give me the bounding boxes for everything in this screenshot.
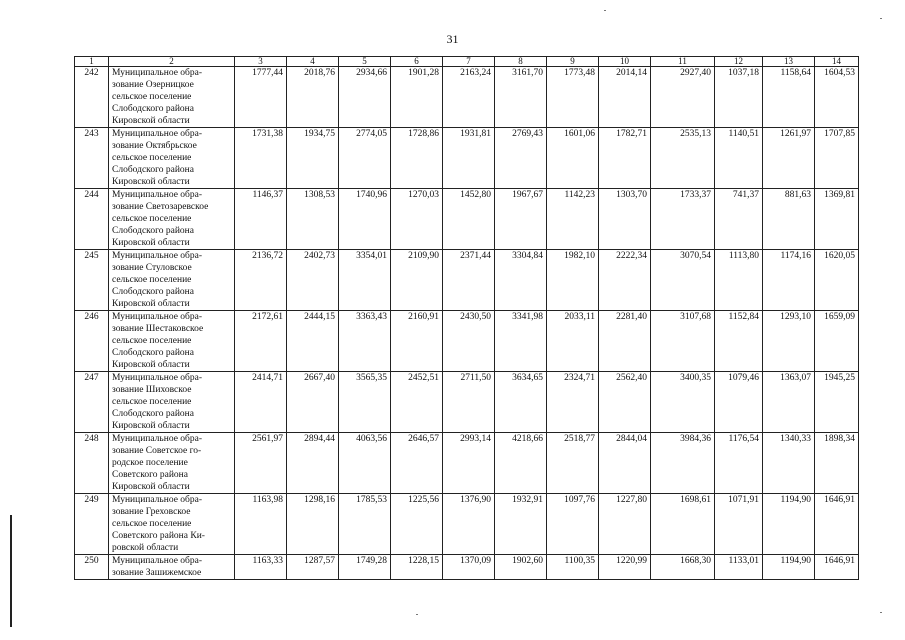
value-cell: 1176,54: [715, 433, 763, 494]
table-body: [75, 67, 859, 580]
row-number: 242: [75, 67, 109, 128]
value-cell: 2844,04: [599, 433, 651, 494]
value-cell: 2518,77: [547, 433, 599, 494]
value-cell: 2163,24: [443, 67, 495, 128]
row-number: 243: [75, 128, 109, 189]
value-cell: 1898,34: [815, 433, 859, 494]
value-cell: 1707,85: [815, 128, 859, 189]
value-cell: 1308,53: [287, 189, 339, 250]
value-cell: 1340,33: [763, 433, 815, 494]
municipality-name: Муниципальное обра- зование Советское го- родское поселение Советского района Кировской области: [109, 433, 235, 494]
value-cell: 881,63: [763, 189, 815, 250]
value-cell: 2371,44: [443, 250, 495, 311]
value-cell: 1931,81: [443, 128, 495, 189]
value-cell: 1369,81: [815, 189, 859, 250]
column-header: 10: [599, 57, 651, 67]
table-row: [75, 555, 859, 580]
value-cell: 2452,51: [391, 372, 443, 433]
row-number: 250: [75, 555, 109, 580]
value-cell: 3634,65: [495, 372, 547, 433]
value-cell: 1902,60: [495, 555, 547, 580]
value-cell: 1659,09: [815, 311, 859, 372]
value-cell: 1785,53: [339, 494, 391, 555]
value-cell: 1194,90: [763, 494, 815, 555]
column-header: 11: [651, 57, 715, 67]
value-cell: 3161,70: [495, 67, 547, 128]
value-cell: 2769,43: [495, 128, 547, 189]
value-cell: 2934,66: [339, 67, 391, 128]
data-table: [74, 56, 859, 580]
value-cell: 3565,35: [339, 372, 391, 433]
municipality-name: Муниципальное обра- зование Озерницкое сельское поселение Слободского района Кировской области: [109, 67, 235, 128]
column-header: 13: [763, 57, 815, 67]
value-cell: 1298,16: [287, 494, 339, 555]
value-cell: 1270,03: [391, 189, 443, 250]
value-cell: 1227,80: [599, 494, 651, 555]
value-cell: 1932,91: [495, 494, 547, 555]
value-cell: 1749,28: [339, 555, 391, 580]
value-cell: 1934,75: [287, 128, 339, 189]
table-row: [75, 67, 859, 128]
value-cell: 1777,44: [235, 67, 287, 128]
value-cell: 4218,66: [495, 433, 547, 494]
column-header: 1: [75, 57, 109, 67]
value-cell: 3984,36: [651, 433, 715, 494]
value-cell: 2172,61: [235, 311, 287, 372]
value-cell: 2993,14: [443, 433, 495, 494]
column-header: 9: [547, 57, 599, 67]
value-cell: 3363,43: [339, 311, 391, 372]
scan-speck: [604, 10, 606, 11]
value-cell: 1293,10: [763, 311, 815, 372]
value-cell: 1982,10: [547, 250, 599, 311]
value-cell: 2018,76: [287, 67, 339, 128]
value-cell: 1731,38: [235, 128, 287, 189]
value-cell: 3341,98: [495, 311, 547, 372]
value-cell: 2535,13: [651, 128, 715, 189]
value-cell: 1303,70: [599, 189, 651, 250]
value-cell: 1146,37: [235, 189, 287, 250]
value-cell: 1901,28: [391, 67, 443, 128]
value-cell: 2136,72: [235, 250, 287, 311]
page-number: 31: [446, 32, 459, 46]
column-header: 8: [495, 57, 547, 67]
value-cell: 741,37: [715, 189, 763, 250]
value-cell: 2561,97: [235, 433, 287, 494]
municipality-name: Муниципальное обра- зование Светозаревское сельское поселение Слободского района Кировской области: [109, 189, 235, 250]
table-row: [75, 372, 859, 433]
value-cell: 3304,84: [495, 250, 547, 311]
value-cell: 3354,01: [339, 250, 391, 311]
value-cell: 2014,14: [599, 67, 651, 128]
row-number: 245: [75, 250, 109, 311]
value-cell: 1220,99: [599, 555, 651, 580]
value-cell: 1728,86: [391, 128, 443, 189]
table-row: [75, 128, 859, 189]
column-header: 12: [715, 57, 763, 67]
value-cell: 1100,35: [547, 555, 599, 580]
column-header: 3: [235, 57, 287, 67]
value-cell: 2222,34: [599, 250, 651, 311]
value-cell: 1163,98: [235, 494, 287, 555]
row-number: 249: [75, 494, 109, 555]
value-cell: 2033,11: [547, 311, 599, 372]
value-cell: 1079,46: [715, 372, 763, 433]
row-number: 247: [75, 372, 109, 433]
row-number: 246: [75, 311, 109, 372]
value-cell: 1967,67: [495, 189, 547, 250]
value-cell: 2667,40: [287, 372, 339, 433]
municipality-name: Муниципальное обра- зование Стуловское сельское поселение Слободского района Кировской области: [109, 250, 235, 311]
value-cell: 2160,91: [391, 311, 443, 372]
municipality-name: Муниципальное обра- зование Зашижемское: [109, 555, 235, 580]
value-cell: 1228,15: [391, 555, 443, 580]
value-cell: 2774,05: [339, 128, 391, 189]
table-row: [75, 189, 859, 250]
value-cell: 1452,80: [443, 189, 495, 250]
value-cell: 1097,76: [547, 494, 599, 555]
value-cell: 1113,80: [715, 250, 763, 311]
table-row: [75, 250, 859, 311]
value-cell: 1158,64: [763, 67, 815, 128]
row-number: 244: [75, 189, 109, 250]
value-cell: 2109,90: [391, 250, 443, 311]
value-cell: 2402,73: [287, 250, 339, 311]
value-cell: 1646,91: [815, 494, 859, 555]
column-header: 6: [391, 57, 443, 67]
value-cell: 1261,97: [763, 128, 815, 189]
value-cell: 1773,48: [547, 67, 599, 128]
value-cell: 1363,07: [763, 372, 815, 433]
value-cell: 1133,01: [715, 555, 763, 580]
table-row: [75, 311, 859, 372]
table-row: [75, 494, 859, 555]
value-cell: 1646,91: [815, 555, 859, 580]
value-cell: 1601,06: [547, 128, 599, 189]
margin-line: [10, 515, 12, 627]
value-cell: 2430,50: [443, 311, 495, 372]
value-cell: 2711,50: [443, 372, 495, 433]
value-cell: 2927,40: [651, 67, 715, 128]
value-cell: 1287,57: [287, 555, 339, 580]
value-cell: 2562,40: [599, 372, 651, 433]
column-header: 5: [339, 57, 391, 67]
value-cell: 2414,71: [235, 372, 287, 433]
table-row: [75, 433, 859, 494]
value-cell: 1733,37: [651, 189, 715, 250]
row-number: 248: [75, 433, 109, 494]
value-cell: 3107,68: [651, 311, 715, 372]
value-cell: 1945,25: [815, 372, 859, 433]
header-row: [75, 57, 859, 67]
column-header: 2: [109, 57, 235, 67]
column-header: 14: [815, 57, 859, 67]
value-cell: 1163,33: [235, 555, 287, 580]
scan-speck: [880, 18, 882, 19]
value-cell: 1194,90: [763, 555, 815, 580]
value-cell: 3070,54: [651, 250, 715, 311]
value-cell: 1142,23: [547, 189, 599, 250]
value-cell: 1668,30: [651, 555, 715, 580]
municipality-name: Муниципальное обра- зование Шиховское сельское поселение Слободского района Кировской области: [109, 372, 235, 433]
municipality-name: Муниципальное обра- зование Шестаковское сельское поселение Слободского района Кировской области: [109, 311, 235, 372]
value-cell: 1037,18: [715, 67, 763, 128]
scan-speck: [416, 614, 418, 615]
value-cell: 2281,40: [599, 311, 651, 372]
value-cell: 1698,61: [651, 494, 715, 555]
value-cell: 2894,44: [287, 433, 339, 494]
value-cell: 1620,05: [815, 250, 859, 311]
value-cell: 1376,90: [443, 494, 495, 555]
municipality-name: Муниципальное обра- зование Греховское сельское поселение Советского района Ки- ровской области: [109, 494, 235, 555]
value-cell: 1740,96: [339, 189, 391, 250]
value-cell: 1782,71: [599, 128, 651, 189]
value-cell: 2324,71: [547, 372, 599, 433]
value-cell: 4063,56: [339, 433, 391, 494]
value-cell: 1140,51: [715, 128, 763, 189]
municipality-name: Муниципальное обра- зование Октябрьское сельское поселение Слободского района Кировской области: [109, 128, 235, 189]
value-cell: 1225,56: [391, 494, 443, 555]
column-header: 4: [287, 57, 339, 67]
value-cell: 3400,35: [651, 372, 715, 433]
value-cell: 1174,16: [763, 250, 815, 311]
value-cell: 2646,57: [391, 433, 443, 494]
value-cell: 2444,15: [287, 311, 339, 372]
scan-speck: [880, 612, 882, 613]
value-cell: 1604,53: [815, 67, 859, 128]
value-cell: 1370,09: [443, 555, 495, 580]
column-header: 7: [443, 57, 495, 67]
value-cell: 1071,91: [715, 494, 763, 555]
value-cell: 1152,84: [715, 311, 763, 372]
